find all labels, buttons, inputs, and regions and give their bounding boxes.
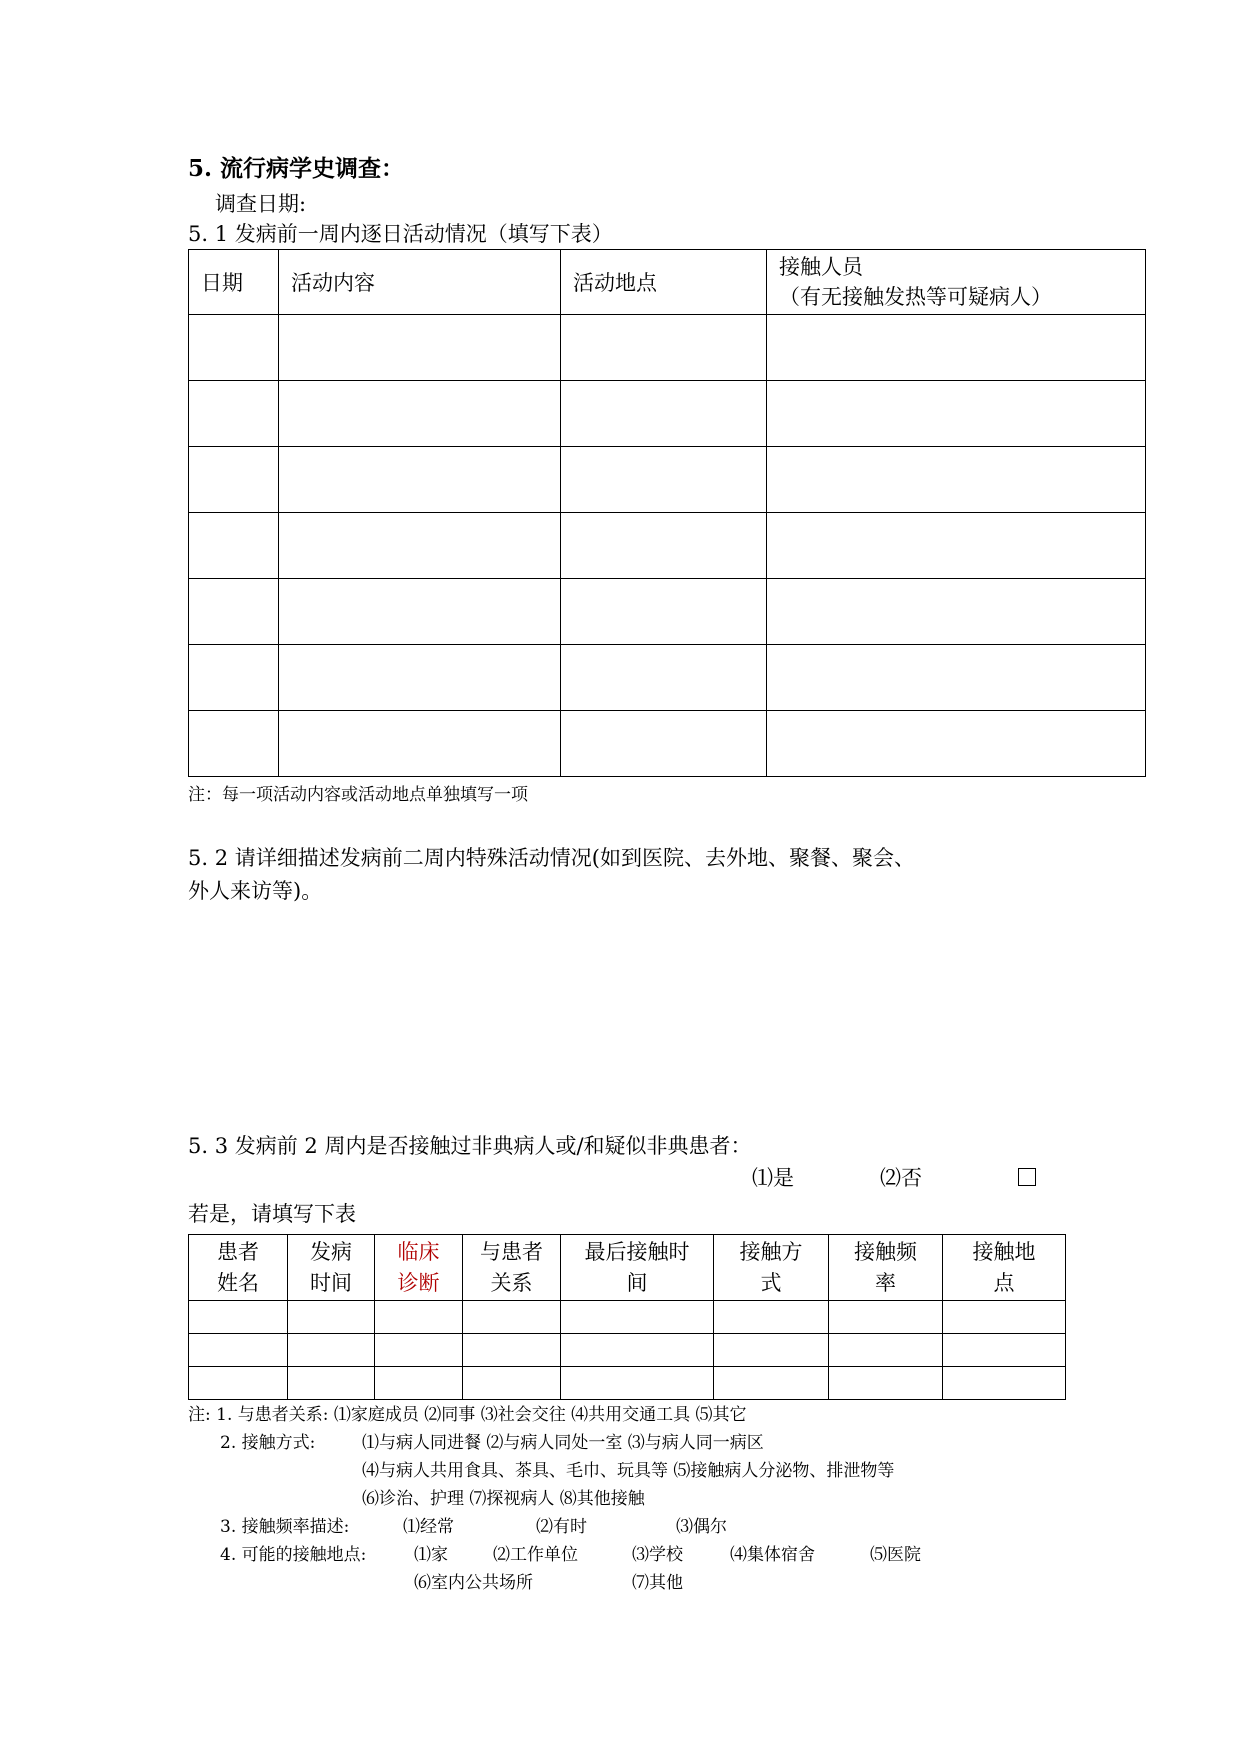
col-contacts	[767, 250, 1146, 315]
cell[interactable]	[561, 315, 767, 381]
cell[interactable]	[463, 1334, 561, 1367]
daily-activity-table	[188, 249, 1146, 777]
cell[interactable]	[561, 1301, 714, 1334]
survey-date-label: 调查日期:	[215, 192, 307, 216]
cell[interactable]	[561, 645, 767, 711]
cell[interactable]	[767, 579, 1146, 645]
table-row	[189, 1334, 1066, 1367]
cell[interactable]	[288, 1301, 375, 1334]
cell[interactable]	[375, 1301, 463, 1334]
col-contacts-line1: 接触人员	[779, 255, 863, 279]
cell[interactable]	[829, 1367, 943, 1400]
cell[interactable]	[561, 513, 767, 579]
cell[interactable]	[714, 1334, 829, 1367]
note-frequency-opt: ⑵有时	[536, 1517, 587, 1537]
cell[interactable]	[943, 1301, 1066, 1334]
checkbox-square-icon	[1018, 1168, 1036, 1186]
col-location: 活动地点	[561, 250, 767, 315]
cell[interactable]	[279, 315, 561, 381]
cell[interactable]	[767, 645, 1146, 711]
contact-table	[188, 1234, 1066, 1400]
note-place-opt: ⑺其他	[632, 1573, 683, 1593]
cell[interactable]	[767, 315, 1146, 381]
table-row	[189, 315, 1146, 381]
note-place-opt: ⑸医院	[870, 1545, 921, 1565]
cell[interactable]	[279, 711, 561, 777]
cell[interactable]	[189, 513, 279, 579]
cell[interactable]	[279, 513, 561, 579]
col-relation: 与患者 关系	[463, 1235, 561, 1301]
note-relation: 注: 1. 与患者关系: ⑴家庭成员 ⑵同事 ⑶社会交往 ⑷共用交通工具 ⑸其它	[188, 1405, 747, 1425]
col-contact-frequency: 接触频 率	[829, 1235, 943, 1301]
cell[interactable]	[561, 1367, 714, 1400]
cell[interactable]	[829, 1301, 943, 1334]
option-yes[interactable]: ⑴是	[752, 1166, 794, 1190]
cell[interactable]	[767, 381, 1146, 447]
s53-if-yes: 若是，请填写下表	[188, 1202, 356, 1226]
note-contact-mode-a: ⑴与病人同进餐 ⑵与病人同处一室 ⑶与病人同一病区	[362, 1433, 764, 1453]
note-place-opt: ⑶学校	[632, 1545, 683, 1565]
cell[interactable]	[561, 447, 767, 513]
cell[interactable]	[288, 1367, 375, 1400]
cell[interactable]	[189, 381, 279, 447]
table-row	[189, 381, 1146, 447]
cell[interactable]	[714, 1367, 829, 1400]
s53-question: 5. 3 发病前 2 周内是否接触过非典病人或/和疑似非典患者：	[188, 1134, 752, 1158]
note-place-opt: ⑹室内公共场所	[414, 1573, 533, 1593]
cell[interactable]	[279, 381, 561, 447]
cell[interactable]	[279, 447, 561, 513]
s52-line1: 5. 2 请详细描述发病前二周内特殊活动情况(如到医院、去外地、聚餐、聚会、	[188, 846, 915, 870]
table-row	[189, 1301, 1066, 1334]
cell[interactable]	[463, 1301, 561, 1334]
col-clinical-diagnosis: 临床 诊断	[375, 1235, 463, 1301]
note-contact-mode-c: ⑹诊治、护理 ⑺探视病人 ⑻其他接触	[362, 1489, 645, 1509]
table-header-row	[189, 1235, 1066, 1301]
cell[interactable]	[189, 711, 279, 777]
col-last-contact-time: 最后接触时 间	[561, 1235, 714, 1301]
note-place-opt: ⑴家	[414, 1545, 448, 1565]
cell[interactable]	[767, 447, 1146, 513]
cell[interactable]	[189, 315, 279, 381]
cell[interactable]	[288, 1334, 375, 1367]
col-date: 日期	[189, 250, 279, 315]
cell[interactable]	[561, 711, 767, 777]
table-row	[189, 513, 1146, 579]
note-contact-mode-b: ⑷与病人共用食具、茶具、毛巾、玩具等 ⑸接触病人分泌物、排泄物等	[362, 1461, 895, 1481]
note-frequency-label: 3. 接触频率描述:	[220, 1517, 350, 1537]
note-place-opt: ⑷集体宿舍	[730, 1545, 815, 1565]
cell[interactable]	[943, 1334, 1066, 1367]
col-activity: 活动内容	[279, 250, 561, 315]
table-row	[189, 711, 1146, 777]
col-onset-time: 发病 时间	[288, 1235, 375, 1301]
table-row	[189, 645, 1146, 711]
s52-line2: 外人来访等)。	[188, 879, 323, 903]
cell[interactable]	[767, 513, 1146, 579]
note-place-opt: ⑵工作单位	[493, 1545, 578, 1565]
col-contacts-line2: （有无接触发热等可疑病人）	[779, 285, 1052, 309]
cell[interactable]	[561, 381, 767, 447]
cell[interactable]	[561, 579, 767, 645]
note-place-label: 4. 可能的接触地点:	[220, 1545, 367, 1565]
cell[interactable]	[375, 1334, 463, 1367]
cell[interactable]	[189, 447, 279, 513]
cell[interactable]	[189, 1367, 288, 1400]
col-contact-mode: 接触方 式	[714, 1235, 829, 1301]
note-contact-mode-label: 2. 接触方式:	[220, 1433, 316, 1453]
cell[interactable]	[561, 1334, 714, 1367]
col-contact-place: 接触地 点	[943, 1235, 1066, 1301]
cell[interactable]	[375, 1367, 463, 1400]
cell[interactable]	[279, 645, 561, 711]
table-row	[189, 447, 1146, 513]
cell[interactable]	[767, 711, 1146, 777]
checkbox[interactable]	[1018, 1168, 1036, 1190]
cell[interactable]	[829, 1334, 943, 1367]
cell[interactable]	[943, 1367, 1066, 1400]
s51-heading: 5. 1 发病前一周内逐日活动情况（填写下表）	[188, 222, 613, 246]
note-frequency-opt: ⑶偶尔	[676, 1517, 727, 1537]
s51-note: 注：每一项活动内容或活动地点单独填写一项	[188, 785, 528, 805]
option-no[interactable]: ⑵否	[880, 1166, 922, 1190]
cell[interactable]	[714, 1301, 829, 1334]
cell[interactable]	[279, 579, 561, 645]
cell[interactable]	[189, 645, 279, 711]
section-title: 5. 流行病学史调查：	[188, 155, 405, 182]
table-row	[189, 579, 1146, 645]
cell[interactable]	[189, 1301, 288, 1334]
note-frequency-opt: ⑴经常	[403, 1517, 454, 1537]
table-header-row	[189, 250, 1146, 315]
col-patient-name: 患者 姓名	[189, 1235, 288, 1301]
cell[interactable]	[189, 579, 279, 645]
table-row	[189, 1367, 1066, 1400]
cell[interactable]	[189, 1334, 288, 1367]
cell[interactable]	[463, 1367, 561, 1400]
